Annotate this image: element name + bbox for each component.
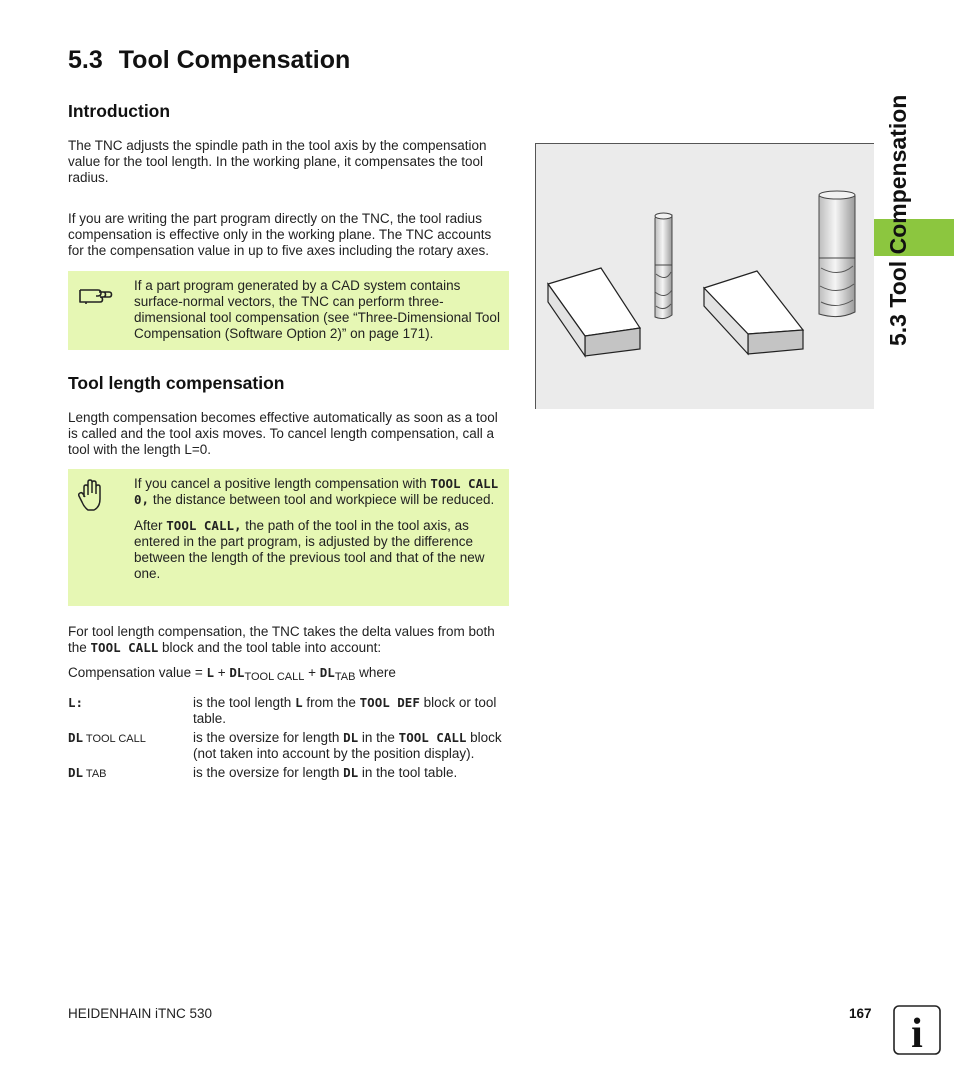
definition-row: DL TOOL CALL is the oversize for length DL in the TOOL CALL block (not taken into account by the position display).	[68, 730, 502, 761]
intro-paragraph-2: If you are writing the part program directly on the TNC, the tool radius compensation is effective only in the working plane. The TNC accounts for the compensation value in up to five axes including the rotary axes.	[68, 211, 492, 258]
left-workpiece	[548, 268, 640, 356]
info-icon	[893, 1005, 941, 1055]
tool-call-0-code: TOOL CALL 0,	[134, 476, 499, 507]
compensation-formula: Compensation value = $L + DL_{TOOL CALL} + DL_{TAB}$ where	[68, 665, 396, 683]
workpiece-tool-illustration	[536, 144, 875, 410]
note-paragraph-1: If you cancel a positive length compensation with TOOL CALL 0, the distance between tool and workpiece will be reduced.	[134, 476, 499, 507]
footer-product: HEIDENHAIN iTNC 530	[68, 1006, 213, 1021]
left-end-mill	[655, 213, 672, 319]
length-paragraph-2: For tool length compensation, the TNC takes the delta values from both the TOOL CALL block and the tool table into account:	[68, 624, 495, 655]
introduction-heading: Introduction	[68, 101, 171, 121]
right-workpiece	[704, 271, 803, 354]
length-note-text	[134, 476, 500, 592]
svg-text:i: i	[911, 1011, 923, 1055]
length-paragraph-1: Length compensation becomes effective automatically as soon as a tool is called and the tool axis moves. To cancel length compensation, call a tool with the length L=0.	[68, 410, 498, 457]
length-note-box	[68, 469, 509, 606]
note-paragraph-2: After TOOL CALL, the path of the tool in the tool axis, as entered in the part program, is adjusted by the difference between the length of the previous tool and that of the new one.	[134, 518, 485, 581]
tool-length-heading: Tool length compensation	[68, 373, 285, 393]
definition-row: L: is the tool length L from the TOOL DEF block or tool table.	[68, 695, 497, 726]
page-number: 167	[849, 1006, 872, 1021]
tool-call-code: TOOL CALL,	[166, 518, 242, 533]
definition-row: DL TAB is the oversize for length DL in the tool table.	[68, 765, 458, 780]
right-end-mill	[819, 191, 855, 317]
pointing-hand-icon	[78, 281, 114, 307]
intro-paragraph-1: The TNC adjusts the spindle path in the tool axis by the compensation value for the tool length. In the working plane, it compensates the tool radius.	[68, 138, 487, 185]
section-title: Tool Compensation	[118, 46, 351, 74]
raised-hand-icon	[78, 479, 104, 515]
section-number: 5.3	[68, 46, 103, 74]
tool-compensation-figure	[535, 143, 874, 409]
page-title	[68, 46, 350, 75]
definitions-list	[68, 695, 513, 785]
cad-note-text: If a part program generated by a CAD system contains surface-normal vectors, the TNC can perform three-dimensional tool compensation (see “Three-Dimensional Tool Compensation (Software Option 2)” on page 171).	[134, 278, 500, 341]
side-section-title: 5.3 Tool Compensation	[885, 94, 911, 346]
cad-note-box	[68, 271, 509, 350]
